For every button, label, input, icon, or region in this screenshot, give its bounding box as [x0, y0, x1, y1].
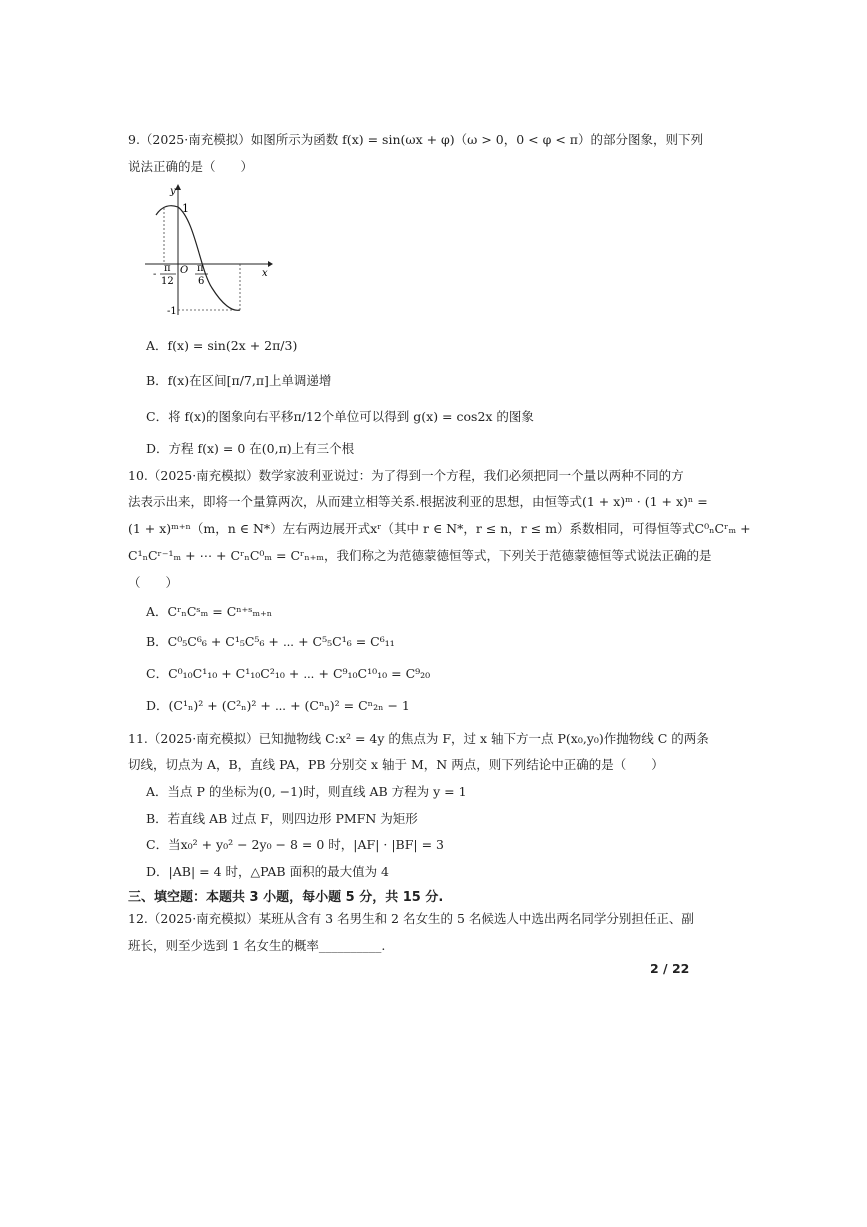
q9-stem-line1: 9.（2025·南充模拟）如图所示为函数 f(x) = sin(ωx + φ)（ω > 0，0 < φ < π）的部分图象，则下列: [128, 132, 703, 147]
q10-option-d: D．(C¹ₙ)² + (C²ₙ)² + ⋯ + (Cⁿₙ)² = Cⁿ₂ₙ − 1: [146, 698, 410, 713]
x-right-den: 6: [198, 276, 205, 287]
q9-stem-line2: 说法正确的是（ ）: [128, 159, 254, 174]
q10-option-c: C．C⁰₁₀C¹₁₀ + C¹₁₀C²₁₀ + ⋯ + C⁹₁₀C¹⁰₁₀ = C⁹₂₀: [146, 666, 431, 681]
q9-option-c: C．将 f(x)的图象向右平移π/12个单位可以得到 g(x) = cos2x 的图象: [146, 409, 534, 424]
q10-stem-line2: 法表示出来，即将一个量算两次，从而建立相等关系.根据波利亚的思想，由恒等式(1 + x)ᵐ · (1 + x)ⁿ =: [128, 494, 708, 509]
q10-option-a: A．CʳₙCˢₘ = Cⁿ⁺ˢₘ₊ₙ: [146, 604, 273, 619]
q11-stem-line1: 11.（2025·南充模拟）已知抛物线 C:x² = 4y 的焦点为 F，过 x 轴下方一点 P(x₀,y₀)作抛物线 C 的两条: [128, 731, 709, 746]
q11-option-d: D．|AB| = 4 时，△PAB 面积的最大值为 4: [146, 864, 389, 879]
x-left-num: π: [164, 263, 171, 274]
y-min-label: -1: [167, 306, 177, 317]
q10-stem-line4: C¹ₙCʳ⁻¹ₘ + ⋯ + CʳₙC⁰ₘ = Cʳₙ₊ₘ，我们称之为范德蒙德恒等式，下列关于范德蒙德恒等式说法正确的是: [128, 548, 712, 563]
y-axis-arrow: [175, 184, 181, 190]
q10-stem-line3: (1 + x)ᵐ⁺ⁿ（m，n ∈ N*）左右两边展开式xʳ（其中 r ∈ N*，r ≤ n，r ≤ m）系数相同，可得恒等式C⁰ₙCʳₘ +: [128, 521, 751, 536]
page-number: 2 / 22: [650, 961, 690, 976]
x-left-den: 12: [161, 276, 174, 287]
y-axis-label: y: [170, 186, 176, 197]
origin-label: O: [180, 265, 189, 276]
q11-option-c: C．当x₀² + y₀² − 2y₀ − 8 = 0 时，|AF| · |BF| = 3: [146, 837, 445, 852]
q12-stem-line2: 班长，则至少选到 1 名女生的概率__________.: [128, 938, 386, 953]
q9-option-a: A．f(x) = sin(2x + 2π/3): [146, 338, 298, 353]
x-axis-label: x: [262, 268, 268, 279]
q10-stem-line5: （ ）: [128, 575, 179, 590]
q9-option-b: B．f(x)在区间[π/7,π]上单调递增: [146, 373, 332, 388]
q10-option-b: B．C⁰₅C⁶₆ + C¹₅C⁵₆ + ⋯ + C⁵₅C¹₆ = C⁶₁₁: [146, 634, 395, 649]
x-axis-arrow: [268, 261, 273, 267]
q10-stem-line1: 10.（2025·南充模拟）数学家波利亚说过：为了得到一个方程，我们必须把同一个量以两种不同的方: [128, 468, 684, 483]
q11-option-b: B．若直线 AB 过点 F，则四边形 PMFN 为矩形: [146, 811, 418, 826]
q9-function-graph: [140, 180, 275, 320]
sine-curve: [156, 206, 240, 311]
x-right-num: π: [197, 263, 204, 274]
y-max-label: 1: [182, 202, 189, 215]
section-fill-in-heading: 三、填空题：本题共 3 小题，每小题 5 分，共 15 分.: [128, 890, 444, 905]
q11-stem-line2: 切线，切点为 A，B，直线 PA，PB 分别交 x 轴于 M，N 两点，则下列结论中正确的是（ ）: [128, 757, 664, 772]
q12-stem-line1: 12.（2025·南充模拟）某班从含有 3 名男生和 2 名女生的 5 名候选人中选出两名同学分别担任正、副: [128, 911, 694, 926]
q11-option-a: A．当点 P 的坐标为(0, −1)时，则直线 AB 方程为 y = 1: [146, 784, 467, 799]
x-left-sign: -: [153, 269, 157, 280]
q9-option-d: D．方程 f(x) = 0 在(0,π)上有三个根: [146, 441, 355, 456]
